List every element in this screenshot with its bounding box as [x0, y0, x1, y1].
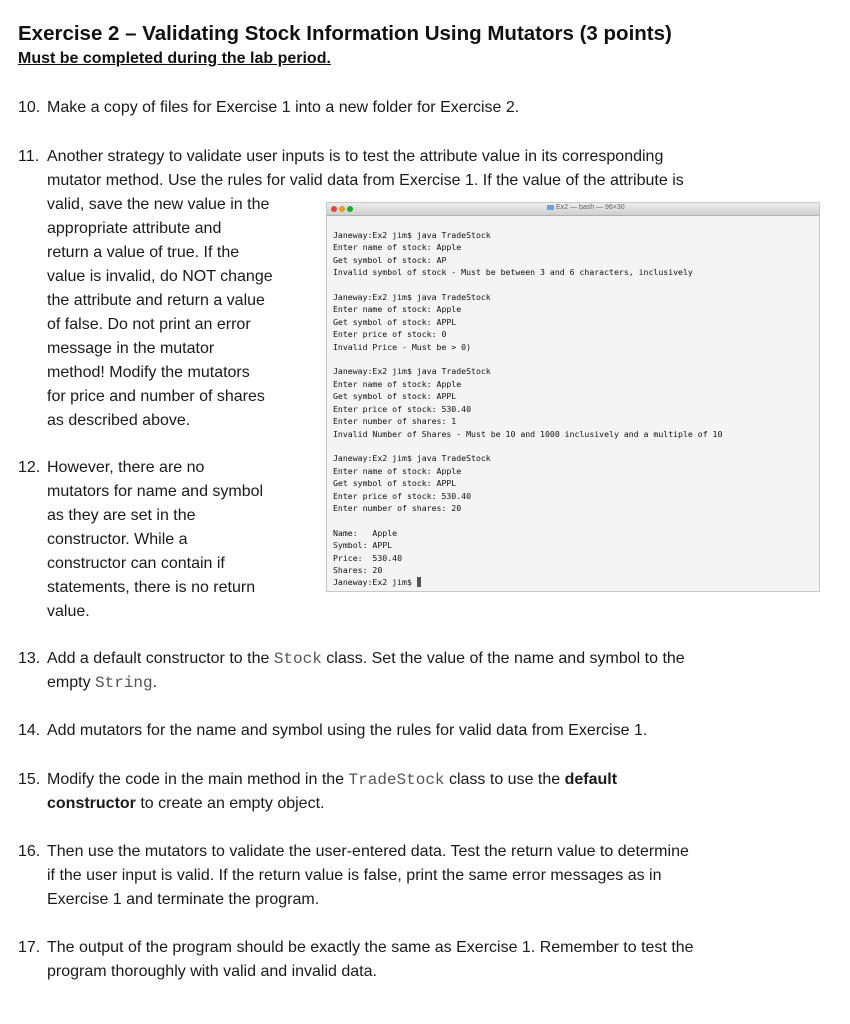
item-number: 11. — [18, 148, 40, 165]
item-number: 17. — [18, 939, 41, 956]
item-text: Add mutators for the name and symbol using the rules for valid data from Exercise 1. — [47, 722, 648, 739]
item-text-line: the attribute and return a value — [47, 292, 265, 309]
item-13: 13. Add a default constructor to the Stock class. Set the value of the name and symbol to the — [18, 647, 685, 671]
terminal-titlebar — [327, 203, 819, 216]
item-number: 12. — [18, 459, 41, 476]
item-text-line: mutators for name and symbol — [47, 483, 264, 500]
terminal-line — [333, 353, 722, 365]
item-text-line: as they are set in the — [47, 507, 196, 524]
item-text-line: constructor to create an empty object. — [47, 795, 325, 812]
item-11 — [18, 145, 663, 169]
item-text-line: program thoroughly with valid and invalid data. — [47, 963, 377, 980]
terminal-line: Get symbol of stock: APPL — [333, 391, 457, 402]
item-number: 15. — [18, 771, 41, 788]
terminal-line: Get symbol of stock: AP — [333, 254, 447, 265]
item-text-line: statements, there is no return — [47, 579, 256, 596]
item-number: 10. — [18, 99, 41, 116]
item-text-line: method! Modify the mutators — [47, 364, 250, 381]
item-number: 14. — [18, 722, 41, 739]
terminal-cursor — [417, 577, 421, 587]
terminal-line: Invalid Price - Must be > 0) — [333, 341, 472, 352]
terminal-output — [333, 229, 722, 589]
zoom-window-icon — [347, 206, 353, 212]
item-10 — [18, 96, 519, 120]
item-text-line: constructor can contain if — [47, 555, 225, 572]
item-text-line: valid, save the new value in the — [47, 196, 270, 213]
terminal-prompt: Janeway:Ex2 jim$ — [333, 577, 417, 588]
terminal-line: Janeway:Ex2 jim$ java TradeStock — [333, 366, 491, 377]
item-number: 16. — [18, 843, 41, 860]
terminal-line: Enter name of stock: Apple — [333, 378, 462, 389]
item-text-line: constructor. While a — [47, 531, 188, 548]
item-text-line: value is invalid, do NOT change — [47, 268, 273, 285]
minimize-window-icon — [339, 206, 345, 212]
item-text-line: appropriate attribute and — [47, 220, 222, 237]
terminal-line — [333, 440, 722, 452]
terminal-line: Enter name of stock: Apple — [333, 242, 462, 253]
code-string: String — [95, 674, 153, 692]
item-16 — [18, 840, 689, 864]
item-text-line: message in the mutator — [47, 340, 215, 357]
terminal-line: Invalid symbol of stock - Must be between 3 and 6 characters, inclusively — [333, 267, 693, 278]
exercise-title: Exercise 2 – Validating Stock Information Using Mutators (3 points) — [18, 22, 672, 45]
item-text-line: of false. Do not print an error — [47, 316, 251, 333]
terminal-line: Get symbol of stock: APPL — [333, 316, 457, 327]
item-text-line: as described above. — [47, 412, 191, 429]
item-number: 13. — [18, 650, 41, 667]
item-17 — [18, 936, 694, 960]
item-text-line: if the user input is valid. If the return value is false, print the same error messages as in — [47, 867, 662, 884]
item-text-line: The output of the program should be exactly the same as Exercise 1. Remember to test the — [47, 939, 694, 956]
item-text-line: However, there are no — [47, 459, 205, 476]
close-window-icon — [331, 206, 337, 212]
item-text-line: Exercise 1 and terminate the program. — [47, 891, 320, 908]
item-text-line: return a value of true. If the — [47, 244, 240, 261]
item-text-line: for price and number of shares — [47, 388, 265, 405]
code-stock: Stock — [273, 650, 322, 668]
folder-icon — [547, 205, 554, 210]
item-14 — [18, 719, 647, 743]
terminal-line — [333, 514, 722, 526]
terminal-line: Price: 530.40 — [333, 552, 403, 563]
terminal-line: Enter price of stock: 0 — [333, 329, 447, 340]
terminal-line: Janeway:Ex2 jim$ java TradeStock — [333, 230, 491, 240]
terminal-window-title: Ex2 — bash — 96×30 — [547, 204, 625, 211]
terminal-line: Janeway:Ex2 jim$ java TradeStock — [333, 292, 491, 303]
terminal-line: Enter number of shares: 20 — [333, 502, 462, 513]
terminal-line: Invalid Number of Shares - Must be 10 and 1000 inclusively and a multiple of 10 — [333, 428, 723, 439]
item-text-line: empty String. — [47, 674, 158, 692]
terminal-line: Enter name of stock: Apple — [333, 465, 462, 476]
item-text: Make a copy of files for Exercise 1 into a new folder for Exercise 2. — [47, 99, 520, 116]
item-text-line: mutator method. Use the rules for valid data from Exercise 1. If the value of the attribute is — [47, 172, 684, 189]
item-15: 15. Modify the code in the main method in the TradeStock class to use the default — [18, 768, 617, 792]
item-12 — [18, 456, 204, 480]
terminal-line — [333, 279, 722, 291]
terminal-prompt-line — [333, 576, 722, 588]
item-text-line: Another strategy to validate user inputs is to test the attribute value in its corresponding — [47, 148, 664, 165]
terminal-line: Janeway:Ex2 jim$ java TradeStock — [333, 453, 491, 464]
exercise-subtitle: Must be completed during the lab period. — [18, 50, 331, 67]
code-tradestock: TradeStock — [348, 771, 445, 789]
terminal-line: Enter number of shares: 1 — [333, 416, 457, 427]
terminal-line: Enter price of stock: 530.40 — [333, 403, 472, 414]
terminal-line: Symbol: APPL — [333, 540, 393, 551]
terminal-line: Enter name of stock: Apple — [333, 304, 462, 315]
terminal-line: Get symbol of stock: APPL — [333, 478, 457, 489]
terminal-line: Name: Apple — [333, 527, 398, 538]
item-text-line: Then use the mutators to validate the user-entered data. Test the return value to determine — [47, 843, 689, 860]
item-text-line: value. — [47, 603, 90, 620]
terminal-line: Shares: 20 — [333, 564, 383, 575]
terminal-window — [326, 202, 820, 592]
terminal-line: Enter price of stock: 530.40 — [333, 490, 472, 501]
